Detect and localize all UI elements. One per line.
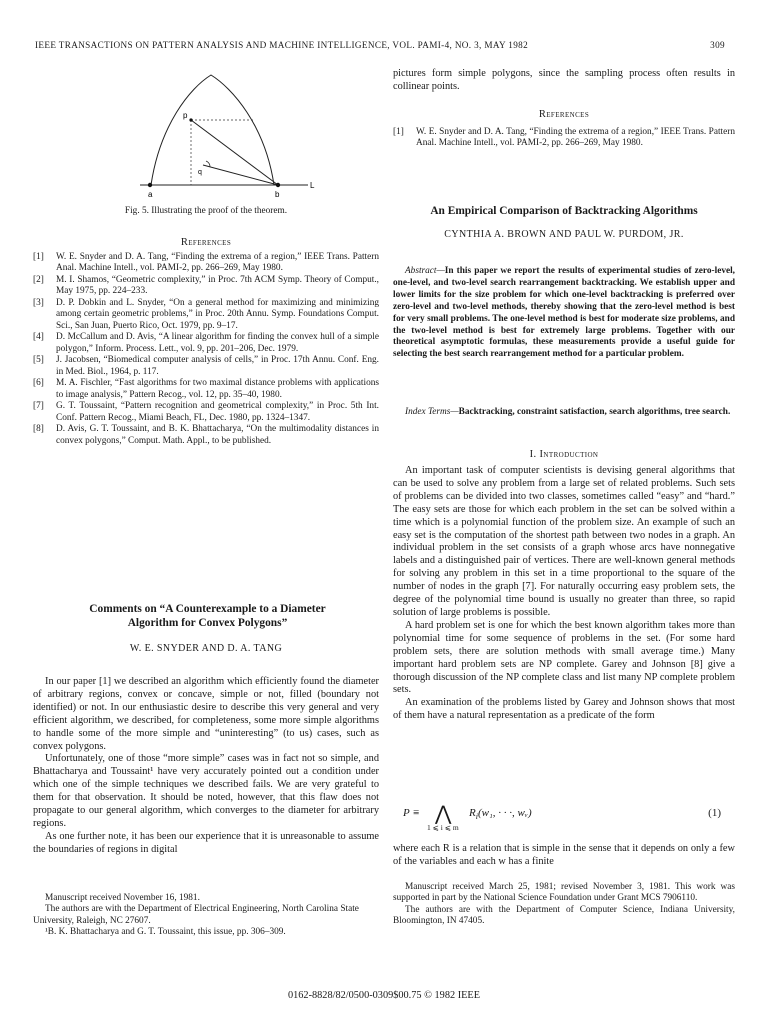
reference-item: [5] J. Jacobsen, “Biomedical computer analysis of cells,” in Proc. 17th Annu. Conf. Eng. in Med. Biol., 1964, p. 117. [33, 355, 379, 377]
figure-5 [140, 70, 340, 200]
comment-paragraph: In our paper [1] we described an algorithm which efficiently found the diameter of arbitrary regions, convex or concave, simple or not, filled (boundary not identified) or not. In our enthusiastic desire to describe this very general and very efficient algorithm, we described, for completeness, some more simple algorithms to handle some of the more simple and “uninteresting” (to us) cases, such as convex polygons. [33, 676, 379, 752]
equation-1 [393, 803, 735, 835]
equation-lhs: P ≡ [403, 807, 420, 819]
paper-footnotes [393, 882, 735, 928]
reference-item: [7] G. T. Toussaint, “Pattern recognition and geometrical complexity,” in Proc. 5th Int. Conf. Pattern Recog., Miami Beach, FL, Dec. 1980, pp. 1324–1347. [33, 401, 379, 423]
copyright-footer: 0162-8828/82/0500-0309$00.75 © 1982 IEEE [287, 990, 480, 1001]
after-equation [393, 843, 735, 869]
figure-caption: Fig. 5. Illustrating the proof of the theorem. [124, 206, 288, 216]
section-heading: I. Introduction [529, 449, 599, 460]
paper-authors: CYNTHIA A. BROWN AND PAUL W. PURDOM, JR. [444, 229, 684, 240]
index-terms [393, 407, 735, 419]
label-q: q [198, 169, 202, 176]
reference-item: [4] D. McCallum and D. Avis, “A linear algorithm for finding the convex hull of a simple polygon,” Inform. Process. Lett., vol. 9, pp. 201–206, Dec. 1979. [33, 332, 379, 354]
introduction-body [393, 465, 735, 723]
reference-item: [6] M. A. Fischler, “Fast algorithms for two maximal distance problems with applications to image analysis,” Pattern Recog., vol. 12, pp. 35–40, 1980. [33, 378, 379, 400]
equation-operator: ⋀ [435, 803, 452, 825]
after-equation-text: where each R is a relation that is simple in the sense that it depends on only a few of the variables and each w has a finite [393, 843, 735, 867]
equation-relation: $R_i(w_1$, · · ·, wᵥ) [469, 807, 532, 822]
running-header [35, 40, 725, 50]
segment-pb [191, 120, 278, 185]
comment-paragraph: As one further note, it has been our experience that it is unreasonable to assume the boundaries of regions in digital [33, 830, 379, 855]
label-b: b [275, 190, 280, 199]
running-title: IEEE TRANSACTIONS ON PATTERN ANALYSIS AND MACHINE INTELLIGENCE, VOL. PAMI-4, NO. 3, MAY 1982 [35, 40, 529, 50]
abstract-text: In this paper we report the results of experimental studies of zero-level, one-level, and two-level search rearrangement backtracking. We establish upper and lower limits for the size problem for which one-level backtracking is preferred over zero-level and two-level methods, thereby showing that the zero-level method is best for very small problems. The one-level method is best for moderate size problems, and the two-level method is best for extremely large problems. Together with our theoretical asymptotic formulas, these measurements provide a useful guide for selecting the best search rearrangement method for a particular problem. [393, 266, 735, 360]
point-p [189, 118, 192, 121]
reference-item: [8] D. Avis, G. T. Toussaint, and B. K. Bhattacharya, “On the multimodality distances in convex polygons,” Comput. Math. Appl., to be published. [33, 424, 379, 446]
label-p: p [183, 111, 188, 120]
comment-authors: W. E. SNYDER AND D. A. TANG [129, 643, 283, 654]
label-a: a [148, 190, 153, 199]
comment-body [33, 676, 379, 857]
comment-continuation [393, 68, 735, 94]
equation-subscript: 1 ⩽ i ⩽ m [427, 823, 459, 832]
index-terms-text: Backtracking, constraint satisfaction, search algorithms, tree search. [458, 407, 731, 417]
intro-paragraph: An important task of computer scientists is devising general algorithms that can be used to solve any problem from a large set of related problems. Such sets of problems can be divided into two classes, sometimes called “easy” and “hard.” The easy sets are those for which each problem in the set can be solved within a time which is a polynomial function of the problem size. An example of such an easy set is the computation of the shortest path between two nodes in a graph. An individual problem in the set consists of a graph whose arcs have nonnegative labels and a distinguished pair of vertices. There are well-known general methods for solving any problem in this set in a time proportional to the square of the number of nodes in the graph [7]. For naturally occurring easy problem sets, the degree of the polynomial time bound is usually no greater than three, so rapid solution of large problems is possible. [393, 465, 735, 618]
point-a [148, 183, 152, 187]
label-L: L [310, 181, 315, 190]
segment-qb [203, 165, 278, 185]
footnote: Manuscript received November 16, 1981. [45, 893, 200, 903]
footnote: The authors are with the Department of Computer Science, Indiana University, Bloomington, IN 47405. [393, 904, 735, 927]
comment-footnotes [33, 893, 379, 939]
footnote: ¹B. K. Bhattacharya and G. T. Toussaint, this issue, pp. 306–309. [45, 927, 286, 938]
abstract [393, 266, 735, 361]
point-b [276, 183, 280, 187]
paper-title: An Empirical Comparison of Backtracking Algorithms [430, 205, 698, 217]
footnote: The authors are with the Department of Electrical Engineering, North Carolina State University, Raleigh, NC 27607. [33, 904, 359, 926]
reference-list [33, 252, 379, 447]
continuation-paragraph: pictures form simple polygons, since the sampling process often results in collinear points. [393, 68, 735, 92]
comment-references-heading: References [538, 109, 590, 120]
intro-paragraph: An examination of the problems listed by Garey and Johnson shows that most of them have a natural representation as a predicate of the form [393, 697, 735, 722]
reference-item: [1] W. E. Snyder and D. A. Tang, “Finding the extrema of a region,” IEEE Trans. Pattern Anal. Machine Intell., vol. PAMI-2, pp. 266–269, May 1980. [393, 127, 735, 149]
page-number: 309 [710, 40, 725, 50]
references-heading: References [180, 237, 232, 248]
intro-paragraph: A hard problem set is one for which the best known algorithm takes more than polynomial time for some sequence of problems in the set. (For some hard problem sets, there are solution methods with small average time.) Many important hard problem sets are NP complete. Garey and Johnson [8] give a thorough discussion of the NP complete class and list many NP complete problem sets. [393, 619, 735, 696]
comment-reference-list [393, 127, 735, 150]
comment-title: Comments on “A Counterexample to a Diameter Algorithm for Convex Polygons” [89, 603, 326, 629]
abstract-label: Abstract— [405, 266, 445, 276]
reference-item: [2] M. I. Shamos, “Geometric complexity,” in Proc. 7th ACM Symp. Theory of Comput., May 1975, pp. 224–233. [33, 275, 379, 297]
index-terms-label: Index Terms— [405, 407, 459, 417]
figure-diagram [140, 70, 340, 200]
equation-number: (1) [708, 807, 721, 819]
reference-item: [1] W. E. Snyder and D. A. Tang, “Finding the extrema of a region,” IEEE Trans. Pattern Anal. Machine Intell., vol. PAMI-2, pp. 266–269, May 1980. [33, 252, 379, 274]
comment-paragraph: Unfortunately, one of those “more simple” cases was in fact not so simple, and Bhattacharya and Toussaint¹ have very accurately pointed out a condition under which one of the simple techniques we described fails. We are very grateful to them for that observation. It should be noted, however, that this flaw does not propagate to our general algorithm, which converges to the diameter for arbitrary regions. [33, 753, 379, 829]
footnote: Manuscript received March 25, 1981; revised November 3, 1981. This work was supported in part by the National Science Foundation under Grant MCS 7906110. [393, 882, 735, 904]
reference-item: [3] D. P. Dobkin and L. Snyder, “On a general method for maximizing and minimizing among certain geometric problems,” in Proc. 20th Annu. Symp. Foundations Comput. Sci., San Juan, Puerto Rico, Oct. 1979, pp. 9–17. [33, 298, 379, 331]
